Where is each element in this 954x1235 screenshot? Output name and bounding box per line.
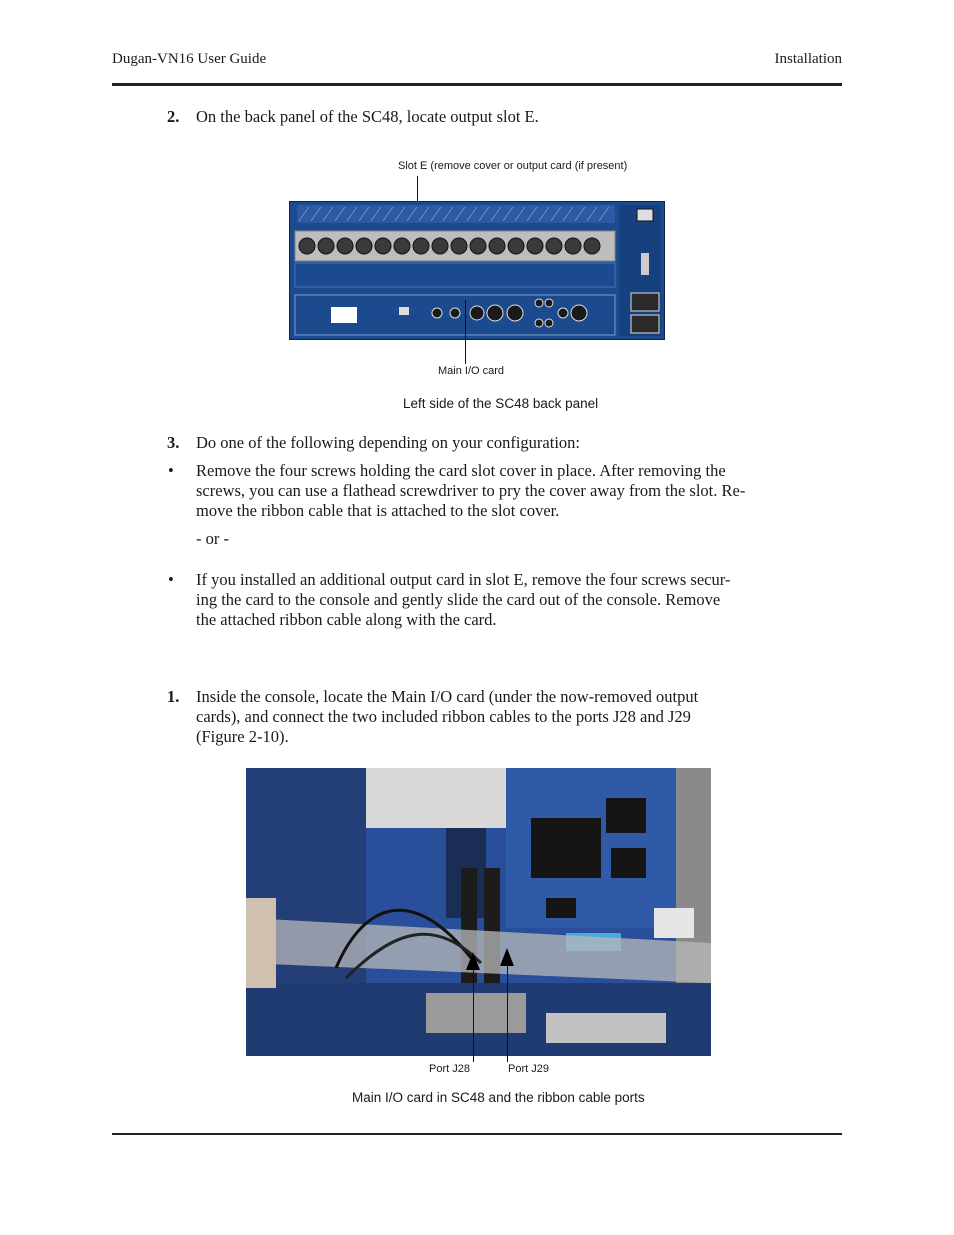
figure-2-caption: Main I/O card in SC48 and the ribbon cable ports xyxy=(352,1090,645,1105)
main-io-callout: Main I/O card xyxy=(438,365,505,377)
bullet-1-line-1: Remove the four screws holding the card slot cover in place. After removing the xyxy=(196,461,726,480)
running-header-title: Dugan-VN16 User Guide xyxy=(112,51,267,67)
step-3-number: 3. xyxy=(167,433,180,452)
footer-rule xyxy=(112,1133,842,1135)
bullet-2-line-3: the attached ribbon cable along with the card. xyxy=(196,610,497,629)
main-io-card-photo xyxy=(246,768,711,1056)
step-2-number: 2. xyxy=(167,107,180,126)
port-j28-leader-line xyxy=(473,970,474,1062)
bullet-1-symbol: • xyxy=(168,461,174,480)
bullet-2-line-2: ing the card to the console and gently slide the card out of the console. Remove xyxy=(196,590,721,609)
step-1-line-2: cards), and connect the two included ribbon cables to the ports J28 and J29 xyxy=(196,707,691,726)
bullet-2-symbol: • xyxy=(168,570,174,589)
bullet-1-line-2: screws, you can use a flathead screwdriver to pry the cover away from the slot. Re- xyxy=(196,481,746,500)
port-j28-callout: Port J28 xyxy=(429,1063,470,1075)
bullet-1-line-3: move the ribbon cable that is attached to the slot cover. xyxy=(196,501,560,520)
step-3-text: Do one of the following depending on your configuration: xyxy=(196,433,581,452)
running-header-section: Installation xyxy=(774,51,842,67)
panel-logo: 0+0 xyxy=(333,308,354,322)
bullet-2-line-1: If you installed an additional output card in slot E, remove the four screws secur- xyxy=(196,570,731,589)
main-io-leader-line xyxy=(465,300,466,364)
figure-1-caption: Left side of the SC48 back panel xyxy=(403,396,599,411)
step-1-number: 1. xyxy=(167,687,180,706)
or-separator: - or - xyxy=(196,529,229,548)
header-rule xyxy=(112,83,842,86)
step-1-line-1: Inside the console, locate the Main I/O card (under the now-removed output xyxy=(196,687,699,706)
slot-e-callout: Slot E (remove cover or output card (if present) xyxy=(398,160,628,172)
step-2-text: On the back panel of the SC48, locate output slot E. xyxy=(196,107,539,126)
port-j29-callout: Port J29 xyxy=(508,1063,549,1075)
port-j29-leader-line xyxy=(507,966,508,1062)
step-1-line-3: (Figure 2-10). xyxy=(196,727,289,746)
